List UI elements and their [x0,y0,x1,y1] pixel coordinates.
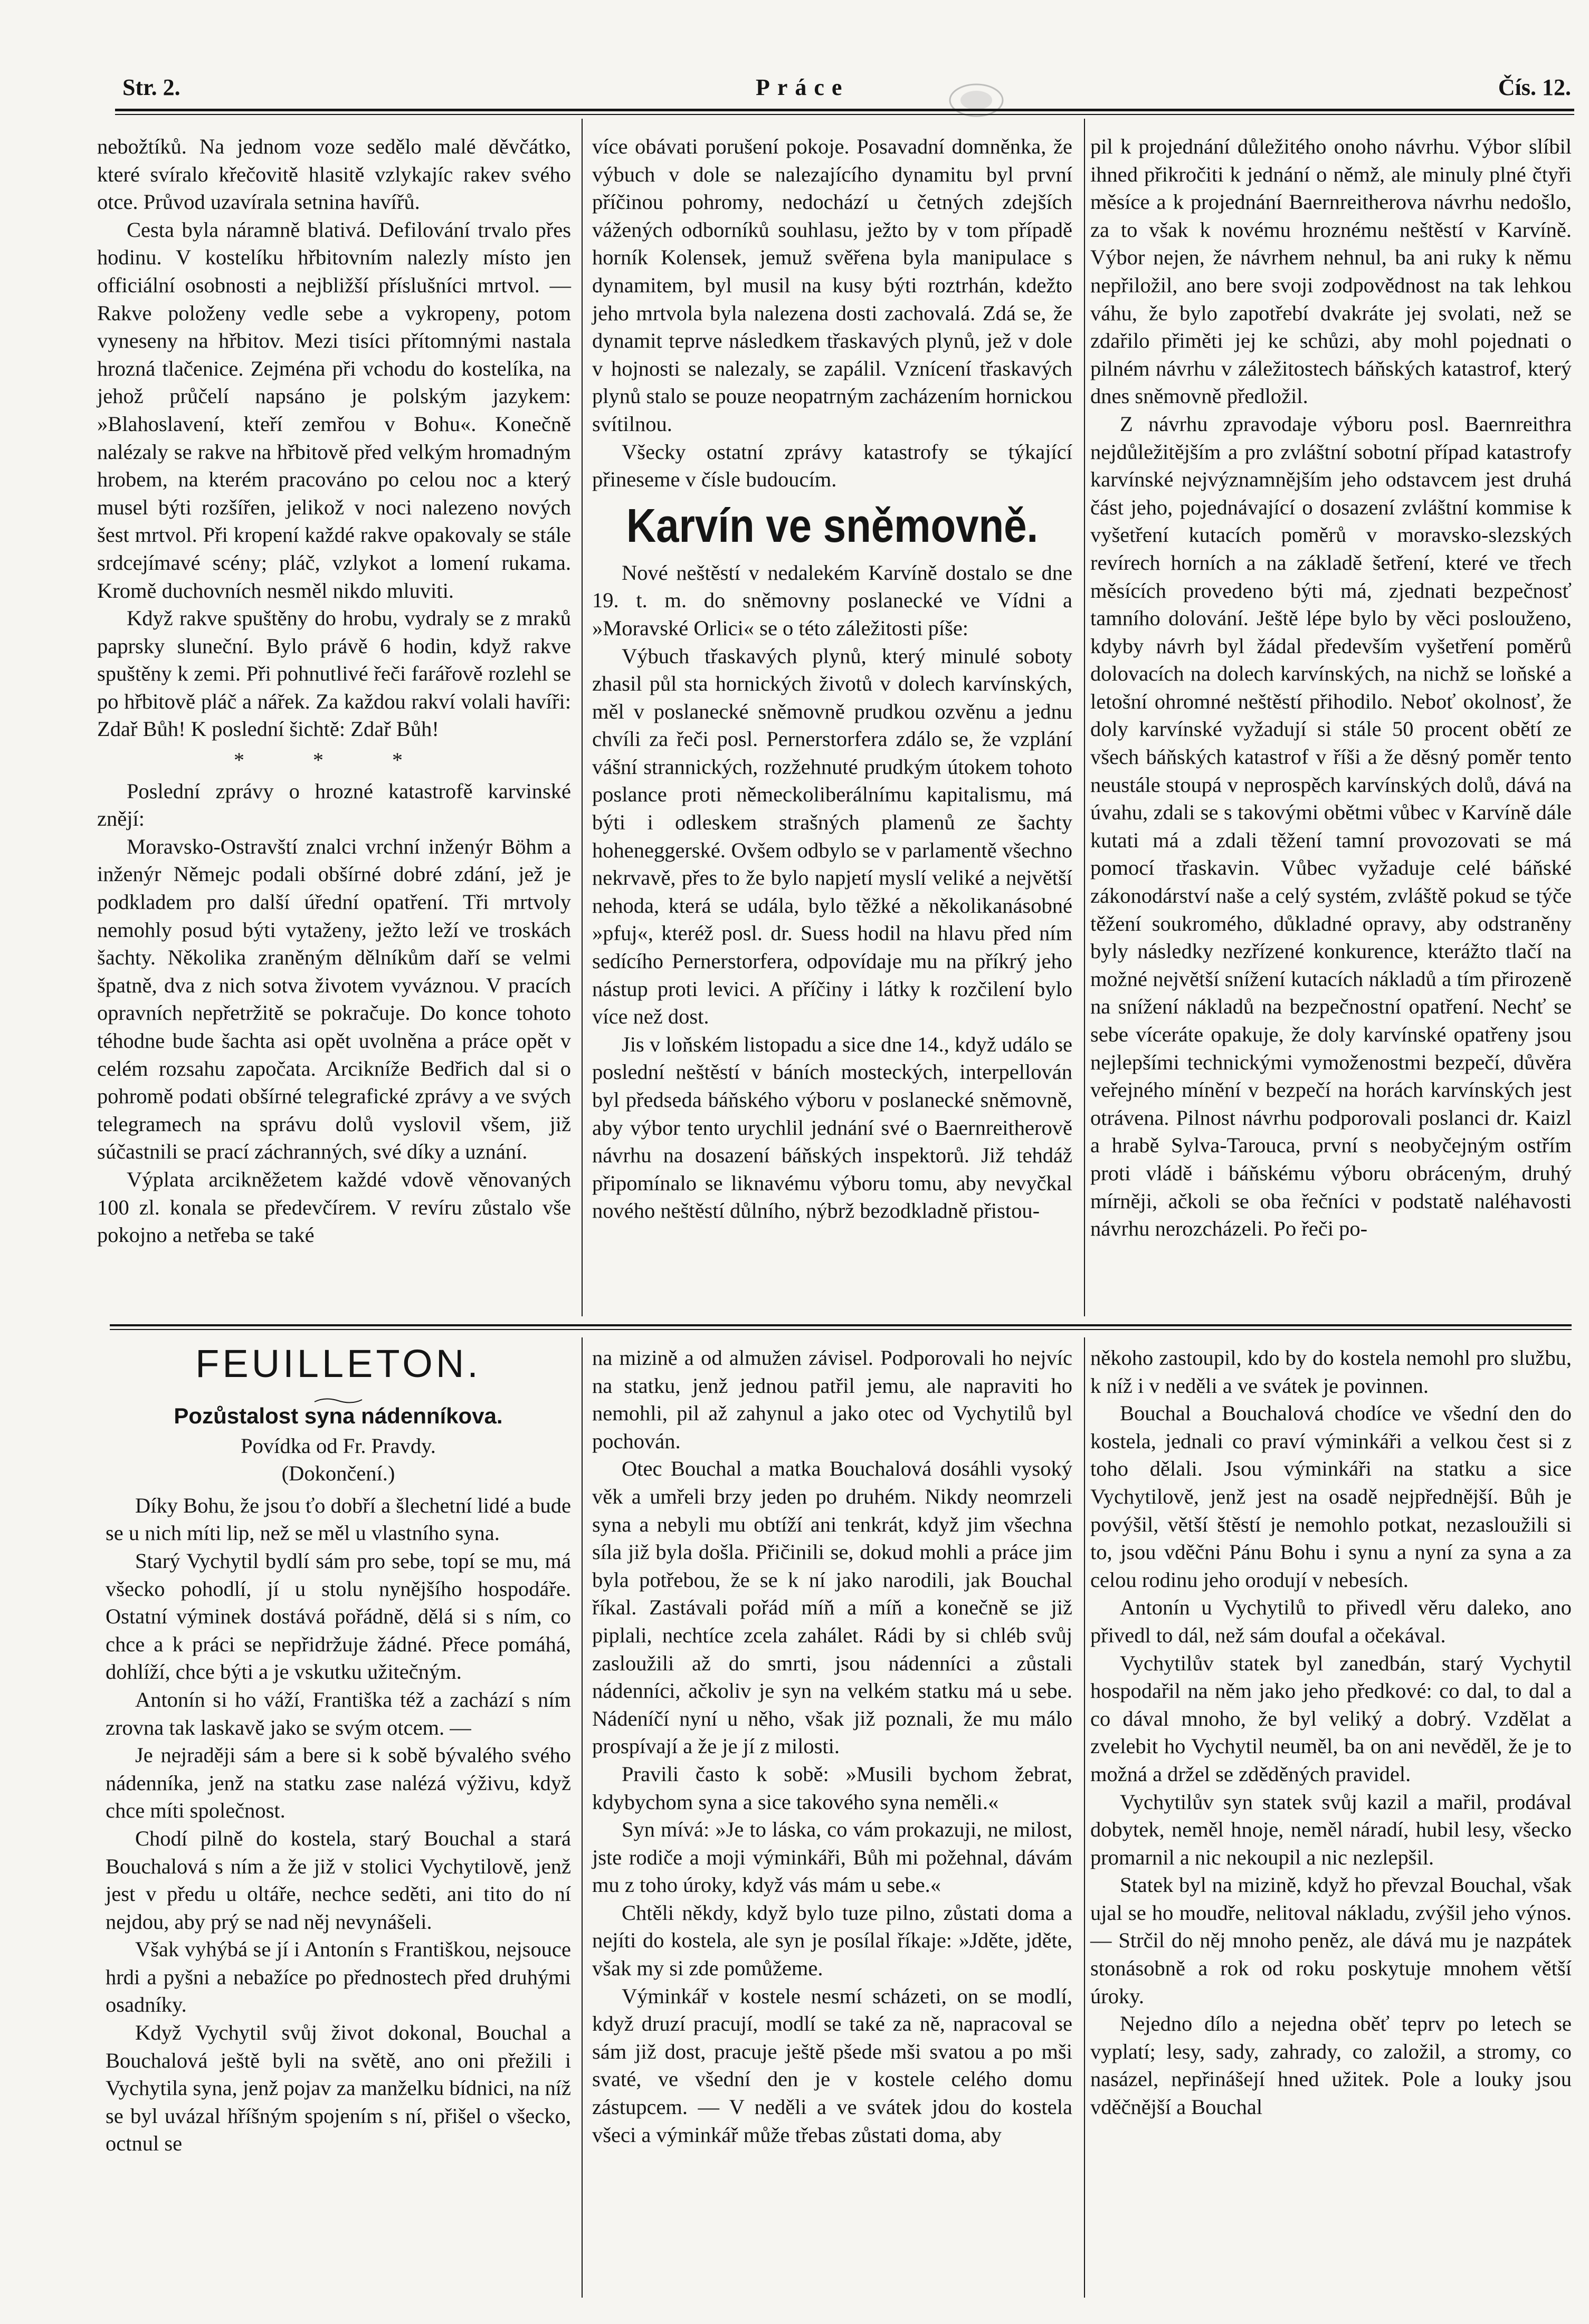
feuilleton-column-1 [106,1335,571,2158]
feuilleton-column-2 [592,1344,1072,2149]
article-paragraph: Moravsko-Ostravští znalci vrchní inženýr Böhm a inženýr Němejc podali obšírné dobré zdání, jež je podkladem pro další úřední opatření. Tři mrtvoly nemohly posud býti vytaženy, ježto leží ve troskách šachty. Několika zraněným dělníkům daří se velmi špatně, dva z nich sotva životem vyváznou. V pracích opravních nepřetržitě se pokračuje. Do konce tohoto téhodne bude šachta asi opět uvolněna a práce opět v celém rozsahu započata. Arcikníže Bedřich dal si o pohromě podati obšírné telegrafické zprávy a ve svých telegramech na správu dolů vyslovil všem, již súčastnili se prací záchranných, své díky a uznání. [97,834,571,1164]
article-paragraph: Výbuch třaskavých plynů, který minulé soboty zhasil půl sta hornických životů v dolech karvínských, měl v poslanecké sněmovně prudkou ozvěnu a jednu chvíli za řeči posl. Pernerstorfera zdálo se, že vzplání vášní strannických, rozžehnuté prudkým útokem tohoto poslance proti německoliberálnímu kapitalismu, má býti i odleskem strašných plamenů ze šachty hoheneggerské. Ovšem odbylo se v parlamentě všechno nekrvavě, přes to že bylo napjetí myslí veliké a největší nehoda, která se udála, bylo těžké a několikanásobné »pfuj«, kteréž posl. dr. Suess hodil na hlavu před ním sedícího Pernerstorfera, odpovídaje mu na příkrý jeho nástup proti levici. A příčiny i látky k rozčilení bylo více než dost. [592,644,1072,1029]
page-header [122,74,1571,106]
story-paragraph: Vychytilův syn statek svůj kazil a mařil, prodával dobytek, neměl hnoje, neměl náradí, hubil lesy, všecko promarnil a nic nekoupil a nic nezlepšil. [1090,1790,1572,1869]
article-column-1 [97,133,571,1249]
story-paragraph: Antonín u Vychytilů to přivedl věru daleko, ano přivedl to dál, než sám doufal a očekával. [1090,1595,1572,1647]
header-rule [115,109,1574,111]
story-paragraph: Když Vychytil svůj život dokonal, Bouchal a Bouchalová ještě byli na světě, ano oni přežili i Vychytila syna, jenž pojav za manželku bídnici, na níž se byl uvázal hříšným spojením s ní, přišel o všecko, octnul se [106,2021,571,2156]
story-paragraph: Antonín si ho váží, Františka též a zachází s ním zrovna tak laskavě jako se svým otcem. — [106,1687,571,1739]
story-paragraph: Starý Vychytil bydlí sám pro sebe, topí se mu, má všecko pohodlí, jí u stolu nynějšího hospodáře. Ostatní výminek dostává pořádně, dělá si s ním, co chce a k práci se nepřidržuje žádné. Přece pomáhá, dohlíží, chce býti a je vskutku užitečným. [106,1548,571,1684]
article-paragraph: pil k projednání důležitého onoho návrhu. Výbor slíbil ihned přikročiti k jednání o němž, ale minuly plné čtyři měsíce a k projednání Baernreitherova návrhu nedošlo, za to však k novému hroznému neštěstí v Karvíně. Výbor nejen, že návrhem nehnul, ba ani ruky k němu nepřiložil, ano bere svoji zodpovědnost na tak lehkou váhu, že bylo zapotřebí dvakráte jej svolati, než se zdařilo přiměti jej ke schůzi, aby mohl pojednati o pilném návrhu v záležitostech báňských katastrof, který dnes sněmovně předložil. [1090,135,1572,408]
article-column-3 [1090,133,1572,1243]
article-paragraph: Z návrhu zpravodaje výboru posl. Baernreithra nejdůležitějším a pro zvláštní sobotní případ katastrofy karvínské nejvýznamnějším jeho odstavcem jest druhá část jeho, pojednávající o dosazení zvláštní kommise k vyšetření kutacích poměrů v moravsko-slezských revírech horních a na základě šetření, které ve třech měsících provedeno býti má, zjednati bezpečnosť tamního dolování. Ještě lépe bylo by věci poslouženo, kdyby návrh byl žádal především vyšetření poměrů dolovacích na dolech karvínských, na nichž se loňské a letošní ohromné neštěstí přihodilo. Neboť okolnosť, že doly karvínské vyžadují si stále 50 procent obětí ze všech báňských katastrof v říši a že děsný poměr tento neustále stoupá v neprospěch karvínských dolů, dává na úvahu, zdali se s takovými obětmi vůbec v Karvíně dále kutati má a zdali těžení tamní provozovati se má pomocí třaskavin. Vůbec vyžaduje celé báňské zákonodárství naše a celý systém, zvláště pokud se týče těžení soukromého, důkladné opravy, aby odstraněny byly následky nezřízené konkurence, kterážto tlačí na možné největší snížení kutacích nákladů a tím přirozeně na snížení nákladů na bezpečnostní opatření. Nechť se sebe víceráte opakuje, že doly karvínské opatřeny jsou nejlepšími technickými vymoženostmi bezpečí, důvěra veřejného mínění v bezpečí na horách karvínských jest otrávena. Pilnost návrhu podporovali poslanci dr. Kaizl a hrabě Sylva-Tarouca, první s neobyčejným ostřím proti vládě i báňskému výboru obráceným, druhý mírněji, ačkoli se oba řečníci v podstatě naléhavosti návrhu nerozcházeli. Po řeči po- [1090,412,1572,1241]
article-paragraph: Poslední zprávy o hrozné katastrofě karvinské znějí: [97,779,571,831]
story-paragraph: Díky Bohu, že jsou ťo dobří a šlechetní lidé a bude se u nich míti lip, než se měl u vlastního syna. [106,1493,571,1545]
column-divider [1084,1337,1085,2298]
section-separator: * * * [234,748,434,772]
story-paragraph: na mizině a od almužen závisel. Podporovali ho nejvíc na statku, jenž jednou patřil jemu, ale napraviti ho nemohli, pil až zahynul a jako otec od Vychytilů byl pochován. [592,1346,1072,1453]
story-paragraph: Pravili často k sobě: »Musili bychom žebrat, kdybychom syna a sice takového syna neměli.« [592,1762,1072,1814]
article-paragraph: Výplata arcikněžetem každé vdově věnovaných 100 zl. konala se předevčírem. V revíru zůstalo vše pokojno a netřeba se také [97,1167,571,1247]
story-title: Pozůstalost syna nádenníkova. [174,1403,503,1428]
story-paragraph: někoho zastoupil, kdo by do kostela nemohl pro službu, k níž i v neděli a ve svátek je povinnen. [1090,1346,1572,1398]
article-paragraph: Nové neštěstí v nedalekém Karvíně dostalo se dne 19. t. m. do sněmovny poslanecké ve Vídni a »Moravské Orlici« se o této záležitosti píše: [592,560,1072,640]
story-paragraph: Vychytilův statek byl zanedbán, starý Vychytil hospodařil na něm jako jeho předkové: co dal, to dal a co dával mnoho, že byl veliký a dobrý. Vzdělat a zvelebit ho Vychytil neuměl, ba on ani nevěděl, že je to možná a držel se zděděných pravidel. [1090,1651,1572,1786]
library-stamp-icon [945,79,1008,121]
article-paragraph: více obávati porušení pokoje. Posavadní domněnka, že výbuch v dole se nalezajícího dynamitu byl první příčinou pohromy, nedochází u četných zdejších vážených odborníků souhlasu, ježto by v tom případě horník Kolensek, jemuž svěřena byla manipulace s dynamitem, byl musil na kusy býti roztrhán, kdežto jeho mrtvola byla nalezena dosti zachovalá. Zdá se, že dynamit teprve následkem třaskavých plynů, jež v dole v hojnosti se nalezaly, se zapálil. Vznícení třaskavých plynů stalo se pouze neopatrným zacházením hornickou svítilnou. [592,135,1072,436]
page-number: Str. 2. [122,74,180,100]
article-headline: Karvín ve sněmovně. [626,499,1039,552]
column-divider [582,119,583,1316]
article-paragraph: Cesta byla náramně blativá. Defilování trvalo přes hodinu. V kostelíku hřbitovním nalezly místo jen officiální osobnosti a nejbližší příslušníci mrtvol. — Rakve položeny vedle sebe a vykropeny, potom vyneseny na hřbitov. Mezi tisíci přítomnými nastala hrozná tlačenice. Zejména při vchodu do kostelíka, na jehož průčelí napsáno je polským jazykem: »Blahoslavení, kteří zemřou v Bohu«. Konečně nalézaly se rakve na hřbitově před velkým hromadným hrobem, na kterém pracováno po celou noc a který musel býti rozšířen, jelikož v noci nalezeno nových šest mrtvol. Při kropení každé rakve opakovaly se stále srdcejímavé scény; pláč, vzlykot a lomení rukama. Kromě duchovních nesměl nikdo mluviti. [97,217,571,602]
article-paragraph: Všecky ostatní zprávy katastrofy se týkající přineseme v čísle budoucím. [592,439,1072,492]
feuilleton-rule-thin [110,1329,1572,1330]
ornament-icon [106,1385,571,1400]
story-paragraph: Syn mívá: »Je to láska, co vám prokazuji, ne milost, jste rodiče a moji výminkáři, Bůh mi požehnal, dávám mu z toho úroky, když vás mám u sebe.« [592,1818,1072,1897]
story-paragraph: Statek byl na mizině, když ho převzal Bouchal, však ujal se ho moudře, nelitoval nákladu, zvýšil jeho výnos. — Strčil do něj mnoho peněz, ale dává mu je nazpátek stonásobně a rok od roku poskytuje mnohem větší úroky. [1090,1873,1572,2008]
story-paragraph: Výminkář v kostele nesmí scházeti, on se modlí, když druzí pracují, modlí se také za ně, napracoval se sám již dost, pracuje ještě pšede mši svatou a po mši svaté, ve všední den je v kostele celého domu zástupcem. — V neděli a ve svátek jdou do kostela všeci a výminkář může třebas zůstati doma, aby [592,1984,1072,2147]
article-paragraph: nebožtíků. Na jednom voze sedělo malé děvčátko, které svíralo křečovitě hlasitě vzlykajíc rakev svého otce. Průvod uzavírala setnina havířů. [97,135,571,214]
story-byline: Povídka od Fr. Pravdy. [241,1433,436,1458]
column-divider [582,1337,583,2298]
newspaper-title: Práce [756,74,850,100]
header-rule-thin [115,114,1574,115]
article-paragraph: Jis v loňském listopadu a sice dne 14., když událo se poslední neštěstí v báních mosteckých, interpellován byl předseda báňského výboru v poslanecké sněmovně, aby výbor tento urychlil jednání své o Baernreitherově návrhu na dosazení báňských inspektorů. Již tehdáž připomínalo se liknavému výboru tomu, aby nevyčkal nového neštěstí důlního, nýbrž bezodkladně přistou- [592,1032,1072,1223]
story-paragraph: Chodí pilně do kostela, starý Bouchal a stará Bouchalová s ním a že již v stolici Vychytilově, jenž jest v předu u oltáře, nechce seděti, ani tito do ní nejdou, aby prý se nad něj nevynášeli. [106,1826,571,1934]
story-paragraph: Bouchal a Bouchalová chodíce ve všední den do kostela, jednali co praví výminkáři a velkou čest si z toho dělali. Jsou výminkáři na statku a sice Vychytilově, jenž jest na osadě nejpřednější. Bůh je povýšil, větší štěstí je nemohlo potkat, nezasloužili si to, jsou vděčni Pánu Bohu i synu a nyní za syna a za celou rodinu jeho orodují v nebesích. [1090,1401,1572,1592]
story-note: (Dokončení.) [281,1461,395,1486]
issue-number: Čís. 12. [1498,74,1571,100]
article-column-2 [592,133,1072,1225]
story-paragraph: Chtěli někdy, když bylo tuze pilno, zůstati doma a nejíti do kostela, ale syn je posílal říkaje: »Jděte, jděte, však my si zde pomůžeme. [592,1900,1072,1981]
column-divider [1084,119,1085,1316]
story-paragraph: Otec Bouchal a matka Bouchalová dosáhli vysoký věk a umřeli brzy jeden po druhém. Nikdy neomrzeli syna a nebyli mu obtíží ani tenkrát, když jim všechna síla již byla došla. Přičinili se, dokud mohli a práce jim byla potřebou, že se k ní jako narodili, jak Bouchal říkal. Zastávali pořád míň a míň a konečně se již piplali, nechtíce zcela zahálet. Rádi by si chléb svůj zasloužili až do smrti, jsou nádenníci a zůstali nádenníci, ačkoliv je syn na velkém statku má u sebe. Nádeníčí nyní u něho, však již poznali, že mu málo prospívají a že je jí z milosti. [592,1457,1072,1758]
story-paragraph: Je nejraději sám a bere si k sobě bývalého svého nádenníka, jenž na statku zase nalézá výživu, když chce míti společnost. [106,1743,571,1823]
feuilleton-heading: FEUILLETON. [195,1342,481,1385]
feuilleton-column-3 [1090,1344,1572,2121]
story-paragraph: Nejedno dílo a nejedna oběť teprv po letech se vyplatí; lesy, sady, zahrady, co založil, a stromy, co nasázel, nepřinášejí hned užitek. Pole a louky jsou vděčnější a Bouchal [1090,2012,1572,2119]
story-paragraph: Však vyhýbá se jí i Antonín s Františkou, nejsouce hrdi a pyšni a nebažíce po přednostech před druhými osadníky. [106,1937,571,2017]
feuilleton-rule [110,1324,1572,1326]
article-paragraph: Když rakve spuštěny do hrobu, vydraly se z mraků paprsky sluneční. Bylo právě 6 hodin, když rakve spuštěny k zemi. Při pohnutlivé řeči farářově rozlehl se po hřbitově pláč a nářek. Za každou rakví volali havíři: Zdař Bůh! K poslední šichtě: Zdař Bůh! [97,606,571,741]
